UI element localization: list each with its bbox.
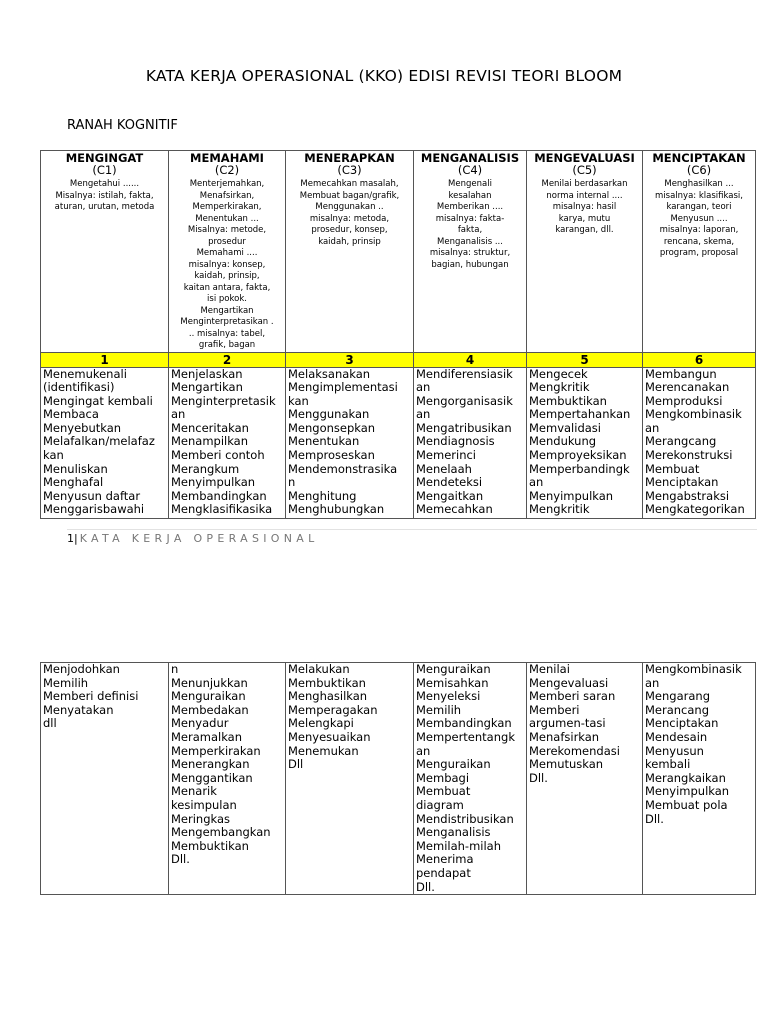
level-number-cell: 3 xyxy=(286,352,414,367)
column-name: MENCIPTAKAN xyxy=(652,151,746,165)
column-header-c6 xyxy=(643,151,756,353)
section-title: RANAH KOGNITIF xyxy=(67,118,178,133)
verb-list-c6: Membangun Merencanakan Memproduksi Mengkombinasik an Merangcang Merekonstruksi Membuat Menciptakan Mengabstraksi Mengkategorikan xyxy=(643,367,756,518)
verb-list-c3: Melakukan Membuktikan Menghasilkan Memperagakan Melengkapi Menyesuaikan Menemukan Dll xyxy=(286,663,414,895)
column-header-c1 xyxy=(41,151,169,353)
level-number-row xyxy=(41,352,756,367)
verb-list-c2: Menjelaskan Mengartikan Menginterpretasik an Menceritakan Menampilkan Memberi contoh Merangkum Menyimpulkan Membandingkan Mengklasifikasika xyxy=(169,367,286,518)
page-footer xyxy=(67,532,319,545)
level-number-cell: 1 xyxy=(41,352,169,367)
verb-list-c6: Mengkombinasik an Mengarang Merancang Menciptakan Mendesain Menyusun kembali Merangkaikan Menyimpulkan Membuat pola Dll. xyxy=(643,663,756,895)
column-name: MENGINGAT xyxy=(65,151,144,165)
column-description: Menterjemahkan, Menafsirkan, Memperkirakan, Menentukan ... Misalnya: metode, prosedur Memahami .... misalnya: konsep, kaidah, prinsip, kaitan antara, fakta, isi pokok. Mengartikan Menginterpretasikan . .. misalnya: tabel, grafik, bagan xyxy=(180,179,274,350)
verb-list-c5: Menilai Mengevaluasi Memberi saran Memberi argumen-tasi Menafsirkan Merekomendasi Memutuskan Dll. xyxy=(527,663,643,895)
column-header-c4 xyxy=(414,151,527,353)
column-description: Mengenali kesalahan Memberikan .... misalnya: fakta- fakta, Menganalisis ... misalnya: struktur, bagian, hubungan xyxy=(429,179,511,270)
column-code: (C3) xyxy=(337,163,362,177)
kko-table-page-2 xyxy=(40,662,756,895)
column-code: (C1) xyxy=(92,163,117,177)
column-name: MENGANALISIS xyxy=(420,151,520,165)
column-description: Mengetahui ...... Misalnya: istilah, fakta, aturan, urutan, metoda xyxy=(54,179,155,212)
column-header-c3 xyxy=(286,151,414,353)
verb-list-row xyxy=(41,663,756,895)
column-name: MEMAHAMI xyxy=(190,151,264,165)
footer-separator: | xyxy=(74,532,78,545)
column-header-c5 xyxy=(527,151,643,353)
verb-list-c1: Menemukenali (identifikasi) Mengingat kembali Membaca Menyebutkan Melafalkan/melafaz kan Menuliskan Menghafal Menyusun daftar Menggarisbawahi xyxy=(41,367,169,518)
level-number-cell: 4 xyxy=(414,352,527,367)
footer-label: KATA KERJA OPERASIONAL xyxy=(79,532,319,545)
column-description: Menilai berdasarkan norma internal .... misalnya: hasil karya, mutu karangan, dll. xyxy=(541,179,628,235)
column-code: (C2) xyxy=(214,163,240,177)
column-code: (C4) xyxy=(457,163,483,177)
column-code: (C5) xyxy=(572,163,597,177)
verb-list-c4: Mendiferensiasik an Mengorganisasik an Mengatribusikan Mendiagnosis Memerinci Menelaah Mendeteksi Mengaitkan Memecahkan xyxy=(414,367,527,518)
column-description: Menghasilkan ... misalnya: klasifikasi, karangan, teori Menyusun .... misalnya: laporan, rencana, skema, program, proposal xyxy=(655,179,743,258)
kko-table-page-1 xyxy=(40,150,756,519)
document-title: KATA KERJA OPERASIONAL (KKO) EDISI REVISI TEORI BLOOM xyxy=(145,67,623,85)
verb-list-c3: Melaksanakan Mengimplementasi kan Menggunakan Mengonsepkan Menentukan Memproseskan Mendemonstrasika n Menghitung Menghubungkan xyxy=(286,367,414,518)
column-name: MENERAPKAN xyxy=(304,151,395,165)
verb-list-c4: Menguraikan Memisahkan Menyeleksi Memilih Membandingkan Mempertentangk an Menguraikan Membagi Membuat diagram Mendistribusikan Menganalisis Memilah-milah Menerima pendapat Dll. xyxy=(414,663,527,895)
verb-list-row xyxy=(41,367,756,518)
column-name: MENGEVALUASI xyxy=(534,151,635,165)
page-number: 1 xyxy=(67,532,74,545)
column-description: Memecahkan masalah, Membuat bagan/grafik, Menggunakan .. misalnya: metoda, prosedur, konsep, kaidah, prinsip xyxy=(299,179,400,247)
verb-list-c2: n Menunjukkan Menguraikan Membedakan Menyadur Meramalkan Memperkirakan Menerangkan Menggantikan Menarik kesimpulan Meringkas Mengembangkan Membuktikan Dll. xyxy=(169,663,286,895)
verb-list-c1: Menjodohkan Memilih Memberi definisi Menyatakan dll xyxy=(41,663,169,895)
level-number-cell: 5 xyxy=(527,352,643,367)
column-code: (C6) xyxy=(686,163,712,177)
column-header-c2 xyxy=(169,151,286,353)
verb-list-c5: Mengecek Mengkritik Membuktikan Mempertahankan Memvalidasi Mendukung Memproyeksikan Memperbandingk an Menyimpulkan Mengkritik xyxy=(527,367,643,518)
level-number-cell: 2 xyxy=(169,352,286,367)
page-divider xyxy=(67,529,757,530)
table-header-row xyxy=(41,151,756,353)
level-number-cell: 6 xyxy=(643,352,756,367)
